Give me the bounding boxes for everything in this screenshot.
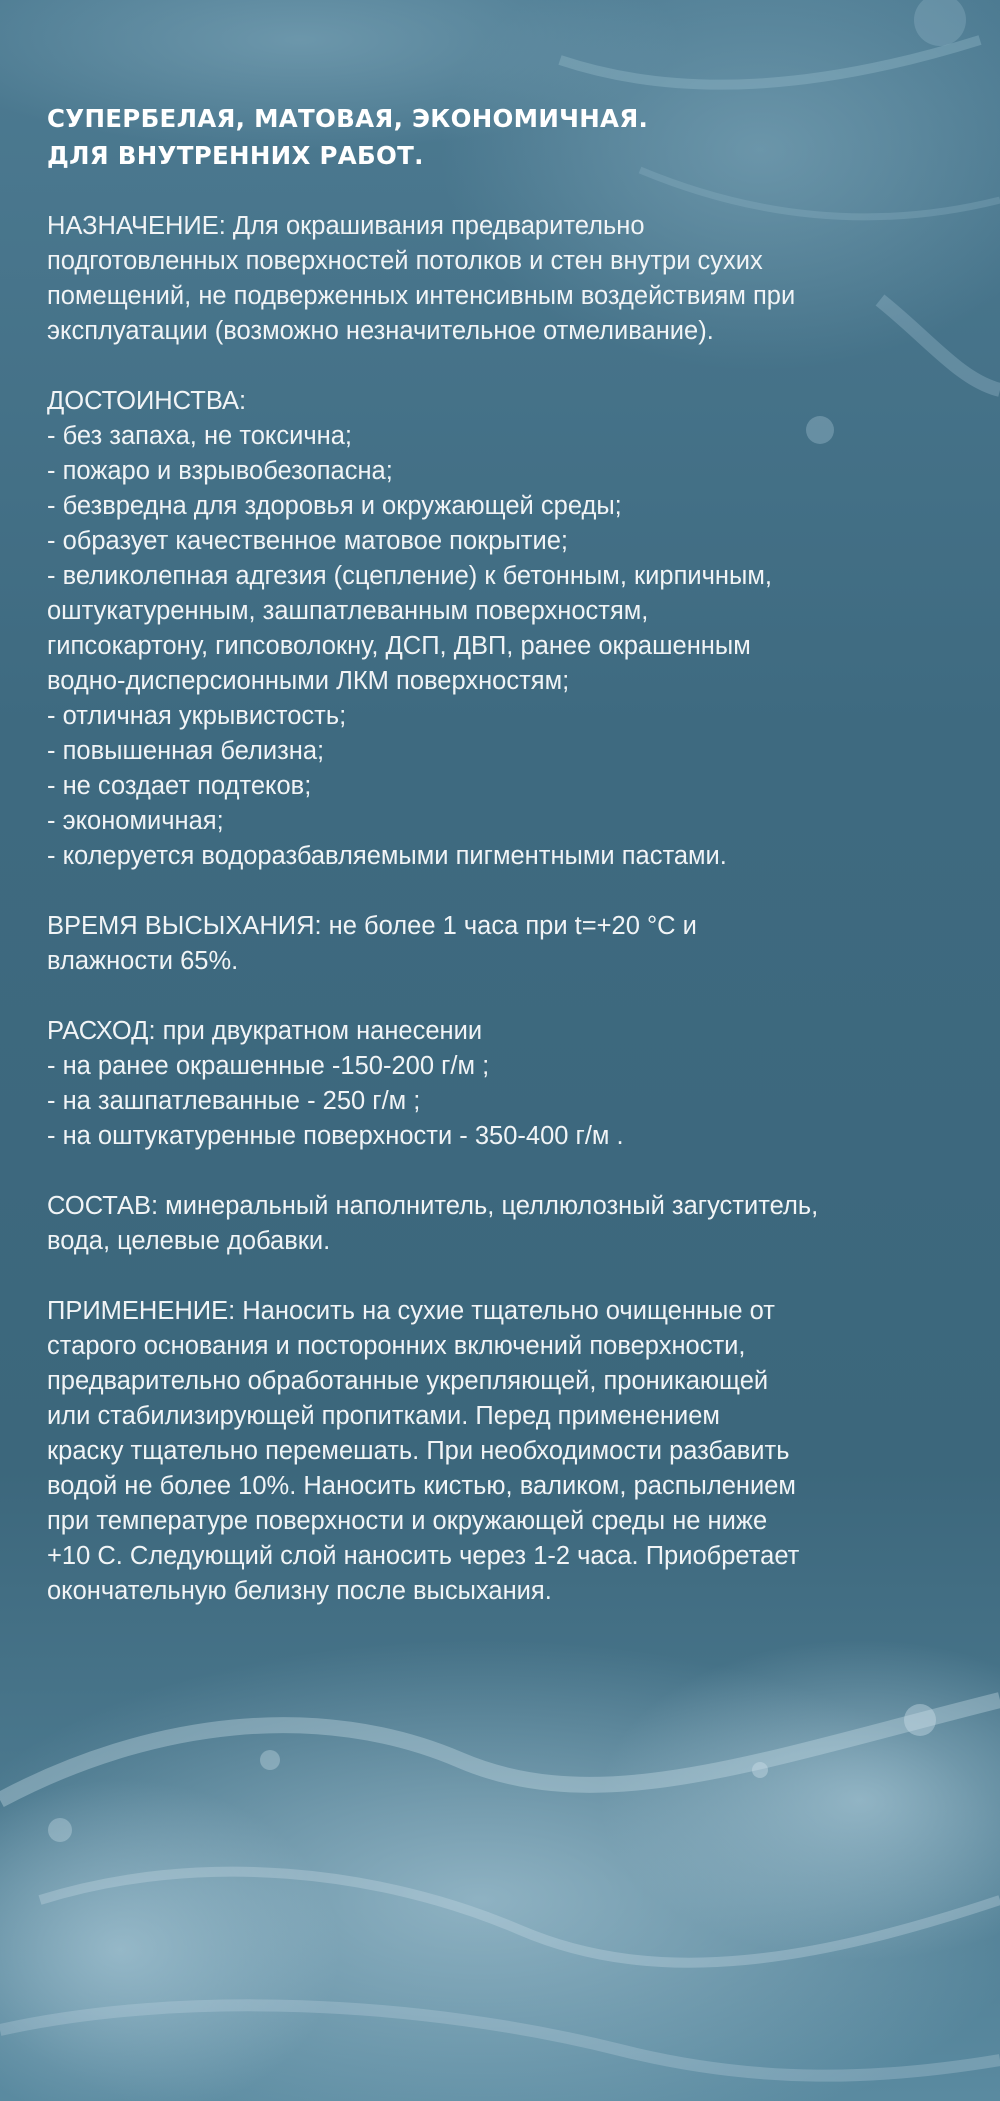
purpose-line: эксплуатации (возможно незначительное отмеливание). bbox=[47, 317, 714, 345]
application-line: ПРИМЕНЕНИЕ: Наносить на сухие тщательно очищенные от bbox=[47, 1297, 775, 1325]
consumption-line: - на ранее окрашенные -150-200 г/м ; bbox=[47, 1052, 490, 1080]
drying-section bbox=[47, 909, 962, 979]
advantage-item: - не создает подтеков; bbox=[47, 772, 312, 800]
product-heading bbox=[47, 100, 962, 174]
advantage-item: - экономичная; bbox=[47, 807, 224, 835]
advantage-item: оштукатуренным, зашпатлеванным поверхностям, bbox=[47, 597, 649, 625]
application-line: или стабилизирующей пропитками. Перед применением bbox=[47, 1402, 720, 1430]
consumption-section bbox=[47, 1014, 962, 1154]
application-section bbox=[47, 1294, 962, 1609]
purpose-line: НАЗНАЧЕНИЕ: Для окрашивания предварительно bbox=[47, 212, 645, 240]
advantage-item: - отличная укрывистость; bbox=[47, 702, 347, 730]
application-line: предварительно обработанные укрепляющей, проникающей bbox=[47, 1367, 769, 1395]
advantage-item: - колеруется водоразбавляемыми пигментными пастами. bbox=[47, 842, 727, 870]
advantages-title: ДОСТОИНСТВА: bbox=[47, 387, 247, 415]
advantage-item: - безвредна для здоровья и окружающей среды; bbox=[47, 492, 622, 520]
advantage-item: - без запаха, не токсична; bbox=[47, 422, 352, 450]
advantages-section bbox=[47, 384, 962, 874]
application-line: при температуре поверхности и окружающей среды не ниже bbox=[47, 1507, 768, 1535]
purpose-section bbox=[47, 209, 962, 349]
composition-section bbox=[47, 1189, 962, 1259]
consumption-line: РАСХОД: при двукратном нанесении bbox=[47, 1017, 483, 1045]
application-line: +10 С. Следующий слой наносить через 1-2 часа. Приобретает bbox=[47, 1542, 800, 1570]
heading-line-1: СУПЕРБЕЛАЯ, МАТОВАЯ, ЭКОНОМИЧНАЯ. bbox=[47, 104, 649, 133]
composition-line: вода, целевые добавки. bbox=[47, 1227, 331, 1255]
advantage-item: - повышенная белизна; bbox=[47, 737, 325, 765]
advantage-item: гипсокартону, гипсоволокну, ДСП, ДВП, ранее окрашенным bbox=[47, 632, 751, 660]
advantage-item: - великолепная адгезия (сцепление) к бетонным, кирпичным, bbox=[47, 562, 772, 590]
application-line: окончательную белизну после высыхания. bbox=[47, 1577, 552, 1605]
purpose-line: подготовленных поверхностей потолков и стен внутри сухих bbox=[47, 247, 763, 275]
application-line: краску тщательно перемешать. При необходимости разбавить bbox=[47, 1437, 790, 1465]
drying-line: влажности 65%. bbox=[47, 947, 239, 975]
advantage-item: - образует качественное матовое покрытие; bbox=[47, 527, 568, 555]
product-description bbox=[47, 100, 962, 1644]
composition-line: СОСТАВ: минеральный наполнитель, целлюлозный загуститель, bbox=[47, 1192, 819, 1220]
consumption-line: - на оштукатуренные поверхности - 350-400 г/м . bbox=[47, 1122, 624, 1150]
consumption-line: - на зашпатлеванные - 250 г/м ; bbox=[47, 1087, 421, 1115]
application-line: старого основания и посторонних включений поверхности, bbox=[47, 1332, 746, 1360]
advantage-item: - пожаро и взрывобезопасна; bbox=[47, 457, 393, 485]
drying-line: ВРЕМЯ ВЫСЫХАНИЯ: не более 1 часа при t=+20 °С и bbox=[47, 912, 697, 940]
purpose-line: помещений, не подверженных интенсивным воздействиям при bbox=[47, 282, 796, 310]
application-line: водой не более 10%. Наносить кистью, валиком, распылением bbox=[47, 1472, 796, 1500]
heading-line-2: ДЛЯ ВНУТРЕННИХ РАБОТ. bbox=[47, 141, 424, 170]
advantage-item: водно-дисперсионными ЛКМ поверхностям; bbox=[47, 667, 570, 695]
